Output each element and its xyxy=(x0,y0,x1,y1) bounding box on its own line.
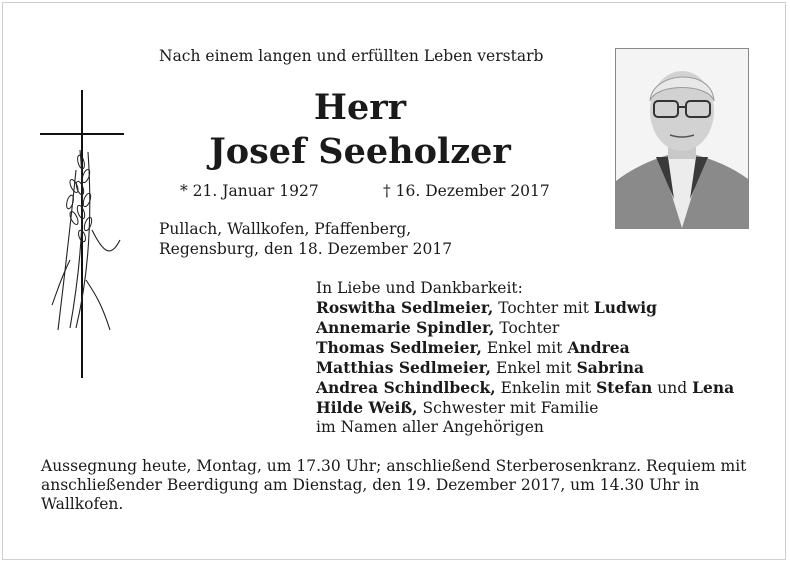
deceased-name-block xyxy=(170,86,550,174)
mourner-name: Hilde Weiß, xyxy=(316,398,418,417)
place-date-line: Regensburg, den 18. Dezember 2017 xyxy=(159,240,453,258)
mourner-conjunction: und xyxy=(652,379,693,397)
mourner-relation: Enkel mit xyxy=(491,359,577,377)
mourner-name: Roswitha Sedlmeier, xyxy=(316,298,494,317)
salutation: Herr xyxy=(313,87,407,128)
mourners-list xyxy=(316,279,734,437)
mourner-name: Annemarie Spindler, xyxy=(316,318,495,337)
portrait-image xyxy=(616,49,748,228)
mourner-row xyxy=(316,338,734,358)
mourner-partner: Andrea xyxy=(567,338,630,357)
intro-line: Nach einem langen und erfüllten Leben verstarb xyxy=(159,47,544,65)
deceased-name: Josef Seeholzer xyxy=(209,131,511,172)
mourner-partner: Ludwig xyxy=(593,298,657,317)
mourners-closing: im Namen aller Angehörigen xyxy=(316,418,544,436)
mourner-partner: Stefan xyxy=(596,378,653,397)
mourner-name: Thomas Sedlmeier, xyxy=(316,338,482,357)
portrait-photo xyxy=(615,48,749,229)
mourner-relation: Schwester mit Familie xyxy=(417,399,599,417)
mourner-relation: Tochter xyxy=(494,319,560,337)
cross-with-wheat-icon xyxy=(30,90,140,390)
mourner-partner: Sabrina xyxy=(576,358,645,377)
mourner-row xyxy=(316,398,734,418)
mourner-row xyxy=(316,358,734,378)
death-date: † 16. Dezember 2017 xyxy=(383,182,550,200)
birth-date: * 21. Januar 1927 xyxy=(180,182,319,200)
places-line: Pullach, Wallkofen, Pfaffenberg, xyxy=(159,220,412,238)
mourner-row xyxy=(316,378,734,398)
mourner-relation: Enkel mit xyxy=(481,339,568,357)
mourner-name: Andrea Schindlbeck, xyxy=(316,378,496,397)
mourner-relation: Enkelin mit xyxy=(495,379,597,397)
mourner-row xyxy=(316,318,734,338)
mourner-partner-2: Lena xyxy=(692,378,735,397)
places-date xyxy=(159,219,452,259)
mourner-row xyxy=(316,298,734,318)
mourners-heading: In Liebe und Dankbarkeit: xyxy=(316,279,523,297)
funeral-details: Aussegnung heute, Montag, um 17.30 Uhr; anschließend Sterberosenkranz. Requiem mit anschließender Beerdigung am Dienstag, den 19. Dezember 2017, um 14.30 Uhr in Wallkofen. xyxy=(41,457,747,513)
mourner-name: Matthias Sedlmeier, xyxy=(316,358,492,377)
mourner-relation: Tochter mit xyxy=(493,299,594,317)
